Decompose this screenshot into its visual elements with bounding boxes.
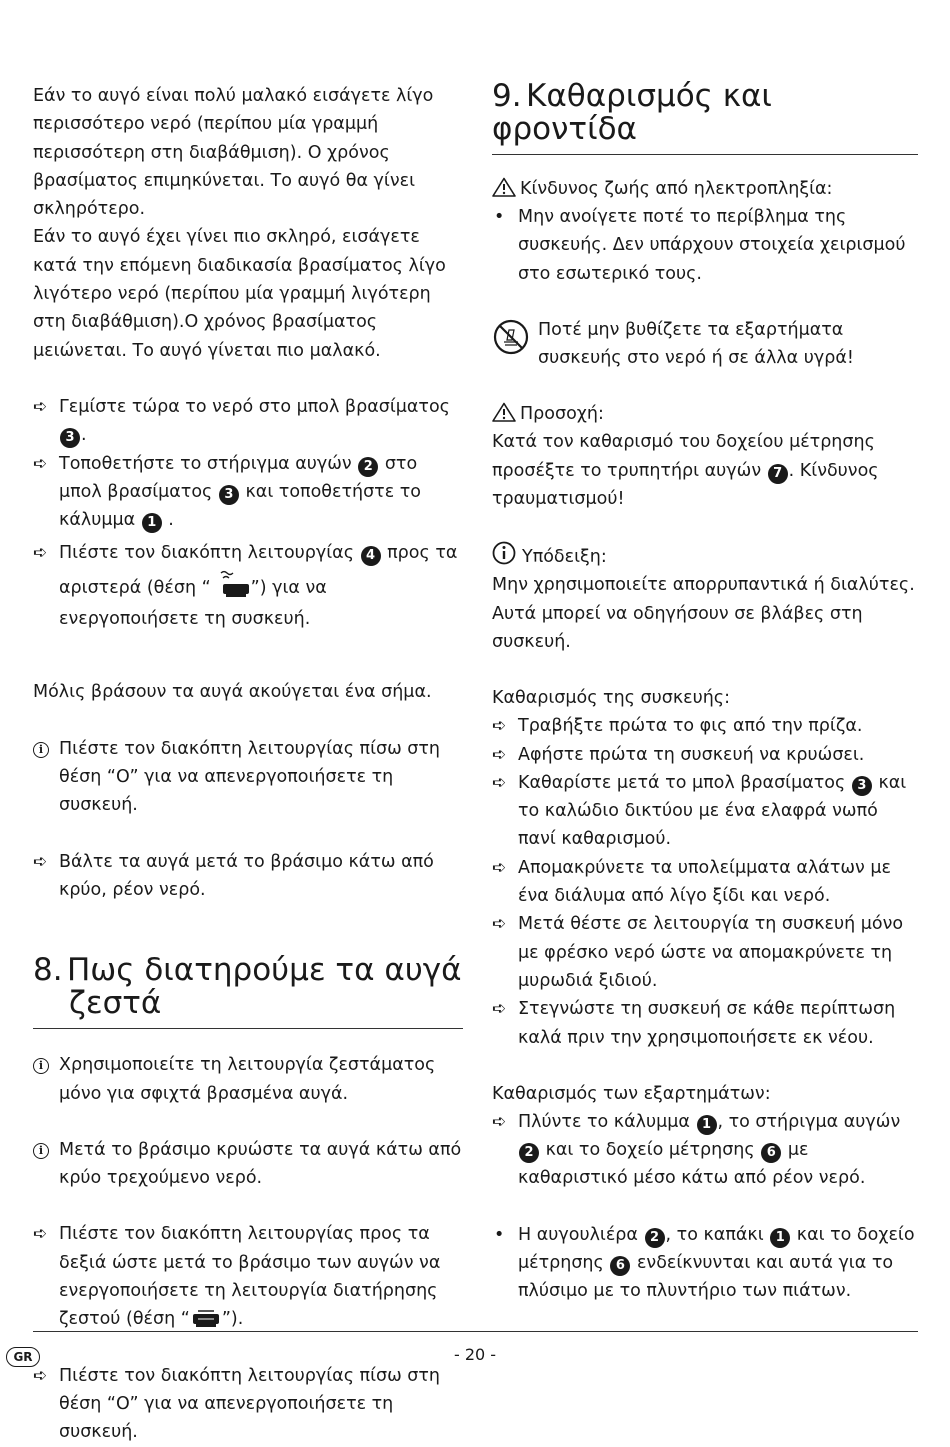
step-place-holder: ➪ Τοποθετήστε το στήριγμα αυγών 2 στο μπολ βρασίματος 3 και τοποθετήστε το κάλυμμα 1 . [33,450,463,535]
left-column [33,82,463,1447]
clean-device-title: Καθαρισμός της συσκευής: [492,688,730,709]
page-number: - 20 - [453,1345,497,1364]
step-switch-left: ➪ Πιέστε τον διακόπτη λειτουργίας 4 προς τα αριστερά (θέση “ ”) για να ενεργοποιήσετε τη συσκευή. [33,538,463,635]
warning-electric-bullet: • Μην ανοίγετε ποτέ το περίβλημα της συσκευής. Δεν υπάρχουν στοιχεία χειρισμού στο εσωτερικό τους. [494,207,906,284]
paragraph-softer: Εάν το αυγό είναι πολύ μαλακό εισάγετε λίγο περισσότερο νερό (περίπου μία γραμμή περισσότερη στη διαβάθμιση). Ο χρόνος βρασίματος επιμηκύνεται. Το αυγό θα γίνει σκληρότερο. [33,86,434,220]
arrow-right-icon: ➪ [33,543,48,564]
part-number-badge: 3 [219,485,239,505]
arrow-right-icon: ➪ [492,772,507,793]
clean-step: ➪ Μετά θέστε σε λειτουργία τη συσκευή μόνο με φρέσκο νερό ώστε να απομακρύνετε τη μυρωδιά ξιδιού. [492,910,918,995]
arrow-right-icon: ➪ [492,1111,507,1132]
warning-triangle-icon [492,402,516,422]
warning-triangle-icon [492,177,516,197]
clean-step: ➪ Καθαρίστε μετά το μπολ βρασίματος 3 και το καλώδιο δικτύου με ένα ελαφρά νωπό πανί καθαρισμού. [492,769,918,854]
clean-step: ➪ Στεγνώστε τη συσκευή σε κάθε περίπτωση καλά πριν την χρησιμοποιήσετε εκ νέου. [492,995,918,1052]
part-number-badge: 4 [361,546,381,566]
note-heading: Υπόδειξη: [492,541,918,571]
section-heading-9: 9. Καθαρισμός και φροντίδα [492,80,918,155]
paragraph-signal: Μόλις βράσουν τα αυγά ακούγεται ένα σήμα. [33,682,432,703]
step-switch-right: ➪ Πιέστε τον διακόπτη λειτουργίας προς τα δεξιά ώστε μετά το βράσιμο των αυγών να ενεργοποιήσετε τη λειτουργία διατήρησης ζεστού (θέση “ ”). [33,1220,463,1333]
arrow-right-icon: ➪ [33,396,48,417]
step-cool-eggs: ➪ Βάλτε τα αυγά μετά το βράσιμο κάτω από κρύο, ρέον νερό. [33,848,463,905]
no-immerse-note: Ποτέ μην βυθίζετε τα εξαρτήματα συσκευής στο νερό ή σε άλλα υγρά! [492,316,918,373]
info-icon: i [33,1058,49,1074]
arrow-right-icon: ➪ [492,857,507,878]
part-number-badge: 1 [142,513,162,533]
step-switch-off: ➪ Πιέστε τον διακόπτη λειτουργίας πίσω στη θέση “O” για να απενεργοποιήσετε τη συσκευή. [33,1362,463,1447]
info-warm-only-hard: i Χρησιμοποιείτε τη λειτουργία ζεστάματος μόνο για σφιχτά βρασμένα αυγά. [33,1051,463,1108]
warning-caution-text: Κατά τον καθαρισμό του δοχείου μέτρησης προσέξτε το τρυπητήρι αυγών 7 . Κίνδυνος τραυματισμού! [492,432,879,510]
arrow-right-icon: ➪ [33,1224,48,1245]
part-number-badge: 1 [770,1228,790,1248]
warning-caution-heading: Προσοχή: [492,400,918,428]
info-switch-off: i Πιέστε τον διακόπτη λειτουργίας πίσω στη θέση “O” για να απενεργοποιήσετε τη συσκευή. [33,735,463,820]
info-icon [492,541,518,565]
clean-step: ➪ Τραβήξτε πρώτα το φις από την πρίζα. [492,712,918,740]
arrow-right-icon: ➪ [492,914,507,935]
part-number-badge: 2 [645,1228,665,1248]
step-fill-water: ➪ Γεμίστε τώρα το νερό στο μπολ βρασίματος 3 . [33,393,463,450]
arrow-right-icon: ➪ [33,1365,48,1386]
no-immerse-icon [492,318,530,356]
footer-divider [33,1331,918,1332]
section-heading-8: 8. Πως διατηρούμε τα αυγά ζεστά [33,954,463,1029]
arrow-right-icon: ➪ [492,744,507,765]
boil-mode-icon [211,569,251,599]
paragraph-harder: Εάν το αυγό έχει γίνει πιο σκληρό, εισάγετε κατά την επόμενη διαδικασία βρασίματος λίγο λιγότερο νερό (περίπου μία γραμμή λιγότερη στη διαβάθμιση).Ο χρόνος βρασίματος μειώνεται. Το αυγό γίνεται πιο μαλακό. [33,227,446,361]
part-number-badge: 2 [358,457,378,477]
clean-step: ➪ Αφήστε πρώτα τη συσκευή να κρυώσει. [492,741,918,769]
part-number-badge: 3 [852,776,872,796]
keep-warm-icon [190,1308,222,1330]
clean-accessories-title: Καθαρισμός των εξαρτημάτων: [492,1083,771,1104]
clean-accessories-step: ➪ Πλύντε το κάλυμμα 1 , το στήριγμα αυγών 2 και το δοχείο μέτρησης 6 με καθαριστικό μέσο κάτω από ρέον νερό. [492,1108,918,1193]
part-number-badge: 2 [519,1143,539,1163]
arrow-right-icon: ➪ [33,851,48,872]
part-number-badge: 3 [60,428,80,448]
right-column [492,80,918,1306]
clean-step: ➪ Απομακρύνετε τα υπολείμματα αλάτων με ένα διάλυμα από λίγο ξίδι και νερό. [492,854,918,911]
part-number-badge: 7 [768,464,788,484]
arrow-right-icon: ➪ [33,453,48,474]
info-icon: i [33,1143,49,1159]
note-text: Μην χρησιμοποιείτε απορρυπαντικά ή διαλύτες. Αυτά μπορεί να οδηγήσουν σε βλάβες στη συσκευή. [492,575,915,652]
warning-electric-heading: Κίνδυνος ζωής από ηλεκτροπληξία: [492,175,918,203]
info-icon: i [33,742,49,758]
part-number-badge: 1 [697,1115,717,1135]
dishwasher-bullet: • Η αυγουλιέρα 2 , το καπάκι 1 και το δοχείο μέτρησης 6 ενδείκνυνται και αυτά για το πλύσιμο με το πλυντήριο των πιάτων. [494,1224,915,1302]
part-number-badge: 6 [761,1143,781,1163]
arrow-right-icon: ➪ [492,716,507,737]
info-cool-after: i Μετά το βράσιμο κρυώστε τα αυγά κάτω από κρύο τρεχούμενο νερό. [33,1136,463,1193]
part-number-badge: 6 [610,1256,630,1276]
language-badge: GR [6,1347,40,1367]
arrow-right-icon: ➪ [492,999,507,1020]
